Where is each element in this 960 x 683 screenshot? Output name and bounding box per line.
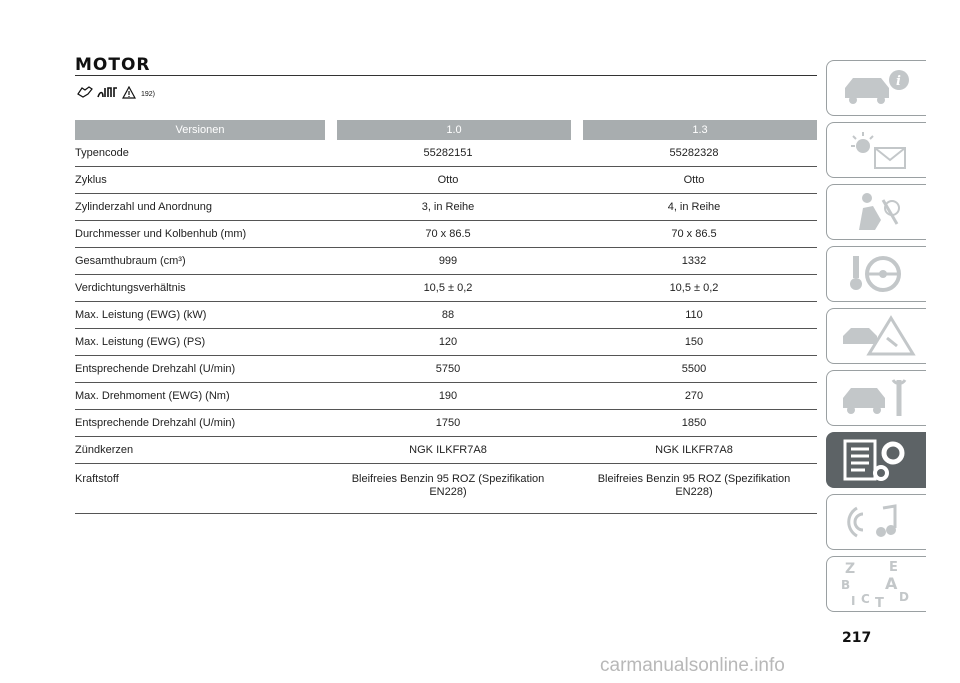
table-row bbox=[75, 167, 817, 194]
svg-text:D: D bbox=[898, 590, 909, 604]
reference-number: 192) bbox=[141, 90, 156, 98]
svg-text:B: B bbox=[840, 578, 850, 592]
svg-text:E: E bbox=[888, 560, 898, 575]
multimedia-music-icon bbox=[837, 500, 917, 544]
table-row bbox=[75, 302, 817, 329]
airbag-safety-icon bbox=[837, 190, 917, 234]
row-value: 88 bbox=[325, 302, 571, 329]
svg-text:C: C bbox=[860, 592, 870, 606]
row-value: 3, in Reihe bbox=[325, 194, 571, 221]
row-value: 70 x 86.5 bbox=[571, 221, 817, 248]
table-row bbox=[75, 383, 817, 410]
svg-text:I: I bbox=[850, 594, 855, 608]
alphabetical-index-icon bbox=[837, 559, 917, 609]
page-number: 217 bbox=[842, 630, 872, 646]
row-value: 190 bbox=[325, 383, 571, 410]
row-label: Typencode bbox=[75, 140, 325, 167]
tab-emergency[interactable] bbox=[826, 308, 926, 364]
table-header-row bbox=[75, 120, 817, 140]
row-value: 999 bbox=[325, 248, 571, 275]
car-service-wrench-icon bbox=[837, 376, 917, 420]
row-value: NGK ILKFR7A8 bbox=[325, 437, 571, 464]
tab-start-drive[interactable] bbox=[826, 246, 926, 302]
table-row bbox=[75, 410, 817, 437]
svg-text:i: i bbox=[895, 74, 901, 89]
row-value: NGK ILKFR7A8 bbox=[571, 437, 817, 464]
row-label: Zylinderzahl und Anordnung bbox=[75, 194, 325, 221]
row-value: 55282151 bbox=[325, 140, 571, 167]
row-value: 10,5 ± 0,2 bbox=[571, 275, 817, 302]
row-value: 1750 bbox=[325, 410, 571, 437]
header-version-1-3: 1.3 bbox=[571, 120, 817, 140]
row-label: Durchmesser und Kolbenhub (mm) bbox=[75, 221, 325, 248]
row-value: 5500 bbox=[571, 356, 817, 383]
technical-data-gear-icon bbox=[837, 435, 917, 485]
engine-spec-table bbox=[75, 120, 817, 514]
table-row bbox=[75, 437, 817, 464]
table-row bbox=[75, 194, 817, 221]
row-value: 4, in Reihe bbox=[571, 194, 817, 221]
row-value: 1332 bbox=[571, 248, 817, 275]
car-info-icon bbox=[837, 66, 917, 110]
row-label: Max. Leistung (EWG) (PS) bbox=[75, 329, 325, 356]
row-label: Max. Drehmoment (EWG) (Nm) bbox=[75, 383, 325, 410]
row-value: 5750 bbox=[325, 356, 571, 383]
row-value: 110 bbox=[571, 302, 817, 329]
key-steering-wheel-icon bbox=[837, 252, 917, 296]
row-value: 10,5 ± 0,2 bbox=[325, 275, 571, 302]
tab-index[interactable] bbox=[826, 556, 926, 612]
row-value: Bleifreies Benzin 95 ROZ (Spezifikation EN228) bbox=[325, 464, 571, 514]
row-label: Zyklus bbox=[75, 167, 325, 194]
tab-car-info[interactable] bbox=[826, 60, 926, 116]
table-row bbox=[75, 275, 817, 302]
breakdown-triangle-icon bbox=[837, 314, 917, 358]
table-row bbox=[75, 248, 817, 275]
tab-warning-lights[interactable] bbox=[826, 122, 926, 178]
tab-multimedia[interactable] bbox=[826, 494, 926, 550]
row-value: Otto bbox=[325, 167, 571, 194]
page-title: MOTOR bbox=[75, 55, 151, 75]
reference-icons bbox=[76, 82, 155, 102]
tab-service[interactable] bbox=[826, 370, 926, 426]
tab-safety[interactable] bbox=[826, 184, 926, 240]
row-value: 270 bbox=[571, 383, 817, 410]
table-row bbox=[75, 221, 817, 248]
row-label: Zündkerzen bbox=[75, 437, 325, 464]
table-row bbox=[75, 356, 817, 383]
table-row bbox=[75, 464, 817, 514]
svg-text:Z: Z bbox=[844, 561, 855, 577]
row-label: Max. Leistung (EWG) (kW) bbox=[75, 302, 325, 329]
warning-triangle-icon bbox=[122, 86, 136, 99]
title-divider bbox=[75, 75, 817, 76]
hand-symbol-icon bbox=[76, 84, 94, 100]
table-row bbox=[75, 329, 817, 356]
row-value: Otto bbox=[571, 167, 817, 194]
table-row bbox=[75, 140, 817, 167]
row-value: 120 bbox=[325, 329, 571, 356]
row-value: Bleifreies Benzin 95 ROZ (Spezifikation EN228) bbox=[571, 464, 817, 514]
tab-technical-data[interactable] bbox=[826, 432, 926, 488]
row-value: 1850 bbox=[571, 410, 817, 437]
header-version-1-0: 1.0 bbox=[325, 120, 571, 140]
watermark: carmanualsonline.info bbox=[600, 655, 785, 676]
svg-text:T: T bbox=[874, 596, 884, 609]
row-label: Entsprechende Drehzahl (U/min) bbox=[75, 410, 325, 437]
svg-text:A: A bbox=[884, 574, 897, 593]
row-label: Verdichtungsverhältnis bbox=[75, 275, 325, 302]
row-label: Entsprechende Drehzahl (U/min) bbox=[75, 356, 325, 383]
row-value: 150 bbox=[571, 329, 817, 356]
row-value: 70 x 86.5 bbox=[325, 221, 571, 248]
row-label: Gesamthubraum (cm³) bbox=[75, 248, 325, 275]
header-versionen: Versionen bbox=[75, 120, 325, 140]
row-value: 55282328 bbox=[571, 140, 817, 167]
environment-symbol-icon bbox=[96, 83, 120, 101]
row-label: Kraftstoff bbox=[75, 464, 325, 514]
warning-lights-message-icon bbox=[837, 128, 917, 172]
